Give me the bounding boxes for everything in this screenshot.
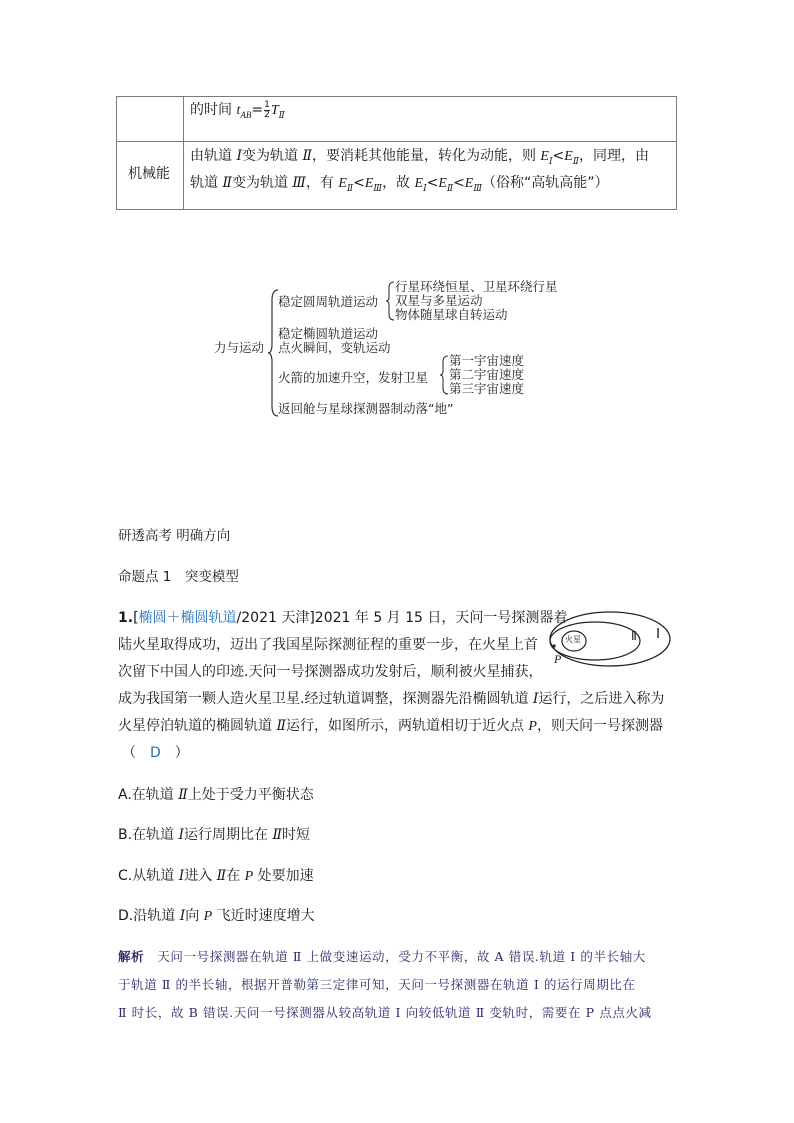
mindmap-branch-ignition: 点火瞬间，变轨运动 xyxy=(278,340,391,355)
section-title: 研透高考 明确方向 xyxy=(118,528,231,544)
option-a[interactable]: A.在轨道 Ⅱ上处于受力平衡状态 xyxy=(118,787,314,803)
mindmap-branch-elliptic: 稳定椭圆轨道运动 xyxy=(278,326,379,341)
solution-line1: 解析 天问一号探测器在轨道 Ⅱ 上做变速运动，受力不平衡，故 A 错误.轨道 Ⅰ 的半长轴大 xyxy=(118,949,646,964)
row1-prefix: 的时间 xyxy=(190,102,237,118)
mindmap-leaf-planet: 行星环绕恒星、卫星环绕行星 xyxy=(395,279,558,294)
mindmap-branch-launch: 火箭的加速升空，发射卫星 xyxy=(278,370,429,385)
mindmap-leaf-rotation: 物体随星球自转运动 xyxy=(395,307,508,322)
mindmap-leaf-first-cosmic: 第一宇宙速度 xyxy=(449,353,525,368)
table-border-left xyxy=(116,96,117,210)
table-column-divider xyxy=(183,96,184,210)
table-row-divider xyxy=(116,141,677,142)
mindmap-leaf-binary: 双星与多星运动 xyxy=(395,293,483,308)
point-p-label: P xyxy=(554,652,562,666)
fraction-num: 1 xyxy=(264,99,270,110)
question-number: 1. xyxy=(118,610,134,626)
mindmap-branch-circular: 稳定圆周轨道运动 xyxy=(278,294,379,309)
solution-label: 解析 xyxy=(118,949,145,964)
option-d[interactable]: D.沿轨道 Ⅰ向 P 飞近时速度增大 xyxy=(118,908,315,924)
equals-sign: = xyxy=(251,102,264,118)
table-row2-line2: 轨道 Ⅱ变为轨道 Ⅲ，有 $E_Ⅱ<E_Ⅲ$，故 $E_Ⅰ<E_Ⅱ<E_Ⅲ$（俗称“高轨高能”） xyxy=(190,175,609,193)
sub-ab: AB xyxy=(240,109,252,120)
mechanical-energy-table xyxy=(116,96,677,210)
orbit-i-label: Ⅰ xyxy=(656,627,661,642)
topic-heading: 命题点 1 突变模型 xyxy=(118,569,239,585)
question-line5: 火星停泊轨道的椭圆轨道 Ⅱ运行，如图所示，两轨道相切于近火点 P，则天问一号探测器 xyxy=(118,718,663,734)
table-border-bottom xyxy=(116,209,677,210)
mindmap-root: 力与运动 xyxy=(214,340,265,355)
question-line4: 成为我国第一颗人造火星卫星.经过轨道调整，探测器先沿椭圆轨道 Ⅰ运行，之后进入称为 xyxy=(118,691,665,707)
question-tag-link[interactable]: 椭圆＋椭圆轨道 xyxy=(138,610,237,626)
mindmap-branch-return: 返回舱与星球探测器制动落“地” xyxy=(278,401,454,416)
table-border-top xyxy=(116,96,677,97)
mindmap-leaf-second-cosmic: 第二宇宙速度 xyxy=(449,367,525,382)
option-c[interactable]: C.从轨道 Ⅰ进入 Ⅱ在 P 处要加速 xyxy=(118,868,314,884)
answer-choice: D xyxy=(150,745,161,761)
var-t: t xyxy=(236,103,241,118)
solution-line2: 于轨道 Ⅱ 的半长轴，根据开普勒第三定律可知，天问一号探测器在轨道 Ⅰ 的运行周期比在 xyxy=(118,977,636,992)
orbit-inner-ellipse xyxy=(550,622,640,660)
sub-II: Ⅱ xyxy=(278,109,285,120)
question-source: /2021 天津] xyxy=(236,610,315,626)
orbit-ii-label: Ⅱ xyxy=(631,629,637,643)
fraction-half xyxy=(264,101,270,120)
mind-map xyxy=(214,278,594,418)
point-p-dot xyxy=(552,644,555,647)
orbit-figure xyxy=(548,608,678,670)
table-row1-text xyxy=(190,100,285,125)
question-line3: 次留下中国人的印迹.天问一号探测器成功发射后，顺利被火星捕获， xyxy=(118,664,543,680)
table-row2-line1: 由轨道 Ⅰ变为轨道 Ⅱ，要消耗其他能量，转化为动能，则 $E_Ⅰ<E_Ⅱ$，同理，由 xyxy=(190,148,649,166)
question-line1: 1.[椭圆＋椭圆轨道/2021 天津]2021 年 5 月 15 日，天问一号探测器着 xyxy=(118,610,568,626)
option-b[interactable]: B.在轨道 Ⅰ运行周期比在 Ⅱ时短 xyxy=(118,827,311,843)
solution-line3: Ⅱ 时长，故 B 错误.天问一号探测器从较高轨道 Ⅰ 向较低轨道 Ⅱ 变轨时，需要在 P 点点火减 xyxy=(118,1005,652,1020)
var-T: T xyxy=(270,103,279,118)
fraction-den: 2 xyxy=(264,109,270,120)
table-row2-label: 机械能 xyxy=(128,166,170,182)
answer-bracket: （ D ） xyxy=(122,745,189,761)
planet-label: 火星 xyxy=(565,635,581,644)
question-line2: 陆火星取得成功，迈出了我国星际探测征程的重要一步，在火星上首 xyxy=(118,637,538,653)
mindmap-leaf-third-cosmic: 第三宇宙速度 xyxy=(449,381,525,396)
table-border-right xyxy=(676,96,677,210)
